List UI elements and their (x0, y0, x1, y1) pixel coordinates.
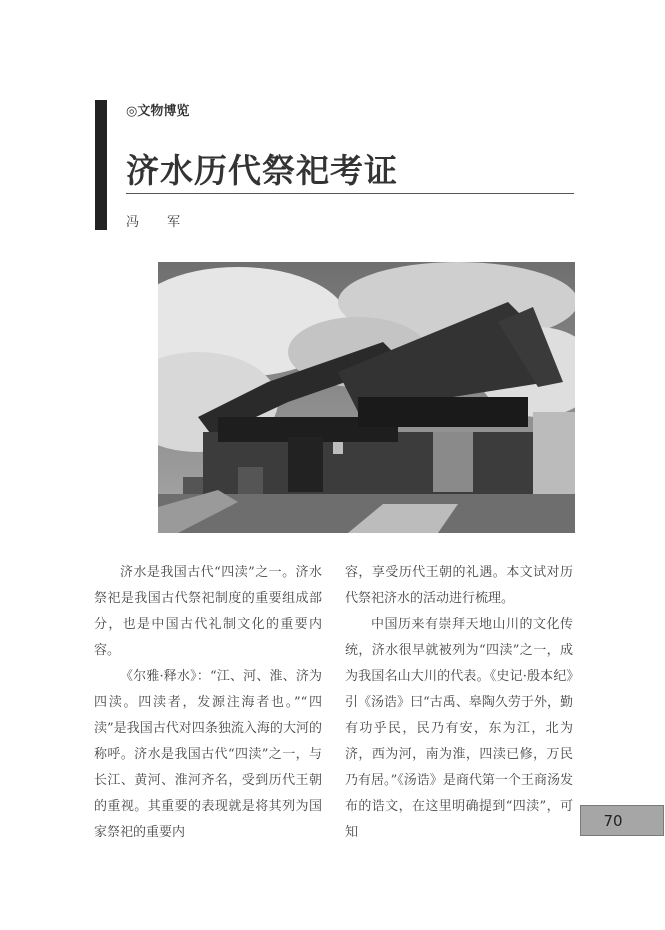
page-number: 70 (603, 812, 623, 830)
temple-photo-graphic (158, 262, 575, 533)
body-right-column (345, 560, 573, 846)
page-number-box (580, 805, 664, 836)
paragraph: 容，享受历代王朝的礼遇。本文试对历代祭祀济水的活动进行梳理。 (345, 565, 573, 606)
section-tag: ◎文物博览 (126, 104, 190, 119)
paragraph: 济水是我国古代“四渎”之一。济水祭祀是我国古代祭祀制度的重要组成部分，也是中国古代礼制文化的重要内容。 (94, 565, 322, 658)
temple-photo (158, 262, 575, 533)
paragraph: 中国历来有崇拜天地山川的文化传统，济水很早就被列为“四渎”之一，成为我国名山大川的代表。《史记·殷本纪》引《汤诰》曰“古禹、皋陶久劳于外，勤有功乎民，民乃有安，东为江，北为济，西为河，南为淮，四渎已修，万民乃有居。”《汤诰》是商代第一个王商汤发布的诰文，在这里明确提到“四渎”，可知 (345, 617, 573, 840)
accent-side-bar (95, 100, 107, 230)
title-divider (126, 193, 574, 194)
article-title: 济水历代祭祀考证 (126, 151, 398, 190)
body-left-column (94, 560, 322, 846)
article-author: 冯 军 (126, 215, 193, 230)
paragraph: 《尔雅·释水》：“江、河、淮、济为四渎。四渎者，发源注海者也。”“四渎”是我国古代对四条独流入海的大河的称呼。济水是我国古代“四渎”之一，与长江、黄河、淮河齐名，受到历代王朝的重视。其重要的表现就是将其列为国家祭祀的重要内 (94, 669, 322, 840)
